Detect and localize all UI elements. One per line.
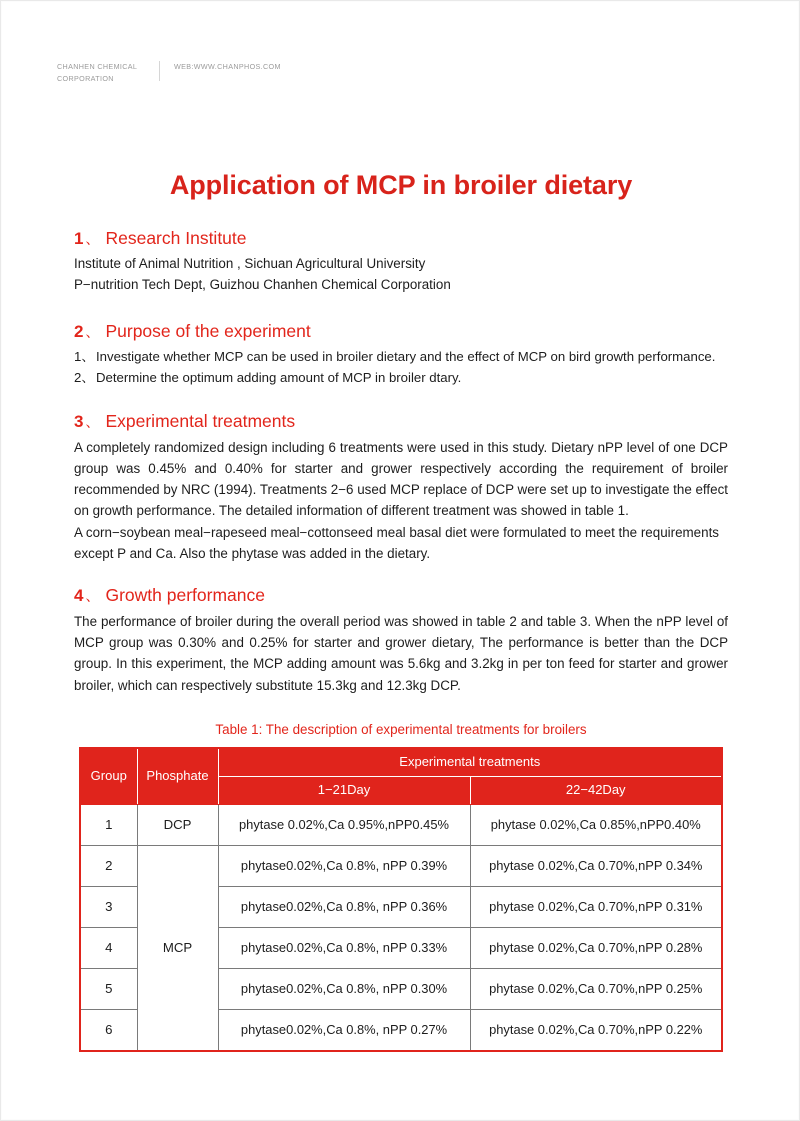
letterhead <box>57 61 281 85</box>
section-purpose <box>74 320 728 388</box>
row-1-group: 1 <box>80 804 137 845</box>
row-1-phosphate: DCP <box>137 804 218 845</box>
section-4-number: 4 <box>74 586 84 606</box>
page-title: Application of MCP in broiler dietary <box>169 170 633 200</box>
table-1 <box>79 747 723 1052</box>
section-3-title: Experimental treatments <box>105 410 296 431</box>
section-1-mark: 、 <box>85 231 100 248</box>
letterhead-company <box>57 61 153 85</box>
section-2-heading <box>74 320 728 344</box>
row-4-period-1: phytase0.02%,Ca 0.8%, nPP 0.33% <box>218 927 470 968</box>
table-header-group: Group <box>80 748 137 805</box>
row-4-period-2: phytase 0.02%,Ca 0.70%,nPP 0.28% <box>470 927 722 968</box>
growth-paragraph-1: The performance of broiler during the overall period was showed in table 2 and table 3. When the nPP level of MCP group was 0.30% and 0.25% for starter and grower dietary, The performance is better than the DCP group. In this experiment, the MCP adding amount was 5.6kg and 3.2kg in per ton feed for starter and grower broiler, which can respectively substitute 15.3kg and 12.3kg DCP. <box>74 613 728 693</box>
row-3-period-2: phytase 0.02%,Ca 0.70%,nPP 0.31% <box>470 886 722 927</box>
letterhead-web: WEB:WWW.CHANPHOS.COM <box>174 62 281 71</box>
purpose-item-2-text: Determine the optimum adding amount of MCP in broiler dtary. <box>96 369 462 385</box>
treatments-paragraph-2: A corn−soybean meal−rapeseed meal−cottonseed meal basal diet were formulated to meet the requirements except P and Ca. Also the phytase was added in the dietary. <box>74 524 719 561</box>
section-4-mark: 、 <box>85 588 100 605</box>
purpose-list <box>74 347 728 388</box>
section-2-mark: 、 <box>85 324 100 341</box>
table-header-phosphate: Phosphate <box>137 748 218 805</box>
letterhead-company-line2: CORPORATION <box>57 73 114 83</box>
row-1-period-2: phytase 0.02%,Ca 0.85%,nPP0.40% <box>470 804 722 845</box>
row-2-period-1: phytase0.02%,Ca 0.8%, nPP 0.39% <box>218 845 470 886</box>
document-content <box>74 169 728 1052</box>
research-institute-line-2: P−nutrition Tech Dept, Guizhou Chanhen Chemical Corporation <box>74 277 451 293</box>
section-3-heading <box>74 410 728 434</box>
section-1-heading <box>74 227 728 251</box>
section-1-title: Research Institute <box>105 228 247 249</box>
section-4-title: Growth performance <box>105 585 265 606</box>
section-2-number: 2 <box>74 322 84 342</box>
row-5-period-2: phytase 0.02%,Ca 0.70%,nPP 0.25% <box>470 968 722 1009</box>
table-1-caption: Table 1: The description of experimental treatments for broilers <box>215 721 587 737</box>
section-4-heading <box>74 584 728 608</box>
table-1-head <box>80 748 722 805</box>
row-2-period-2: phytase 0.02%,Ca 0.70%,nPP 0.34% <box>470 845 722 886</box>
row-6-period-2: phytase 0.02%,Ca 0.70%,nPP 0.22% <box>470 1009 722 1051</box>
purpose-item-1-text: Investigate whether MCP can be used in broiler dietary and the effect of MCP on bird growth performance. <box>96 349 716 365</box>
letterhead-company-line1: CHANHEN CHEMICAL <box>57 62 138 71</box>
row-4-group: 4 <box>80 927 137 968</box>
section-3-number: 3 <box>74 411 84 431</box>
purpose-item-2-marker: 2、 <box>74 369 95 385</box>
purpose-item-1-marker: 1、 <box>74 349 95 365</box>
table-row <box>80 804 722 845</box>
row-2-phosphate-mcp: MCP <box>137 845 218 1051</box>
section-1-number: 1 <box>74 229 84 249</box>
letterhead-divider <box>159 61 160 81</box>
row-6-group: 6 <box>80 1009 137 1051</box>
table-1-body <box>80 804 722 1051</box>
section-2-title: Purpose of the experiment <box>105 321 311 342</box>
section-growth-performance <box>74 584 728 696</box>
treatments-paragraph-1: A completely randomized design including 6 treatments were used in this study. Dietary nPP level of one DCP group was 0.45% and 0.40% for starter and grower respectively according the requirement of broiler recommended by NRC (1994). Treatments 2−6 used MCP replace of DCP were set up to investigate the effect on growth performance. The detailed information of different treatment was showed in table 1. <box>74 439 728 519</box>
table-header-period-2: 22−42Day <box>470 776 722 804</box>
row-3-group: 3 <box>80 886 137 927</box>
table-header-period-1: 1−21Day <box>218 776 470 804</box>
list-item <box>74 347 728 367</box>
table-header-experimental-treatments: Experimental treatments <box>218 748 722 777</box>
row-5-period-1: phytase0.02%,Ca 0.8%, nPP 0.30% <box>218 968 470 1009</box>
table-row <box>80 845 722 886</box>
row-3-period-1: phytase0.02%,Ca 0.8%, nPP 0.36% <box>218 886 470 927</box>
row-2-group: 2 <box>80 845 137 886</box>
list-item <box>74 368 728 388</box>
row-6-period-1: phytase0.02%,Ca 0.8%, nPP 0.27% <box>218 1009 470 1051</box>
research-institute-line-1: Institute of Animal Nutrition , Sichuan Agricultural University <box>74 256 426 272</box>
row-1-period-1: phytase 0.02%,Ca 0.95%,nPP0.45% <box>218 804 470 845</box>
section-3-mark: 、 <box>85 413 100 430</box>
row-5-group: 5 <box>80 968 137 1009</box>
table-header-row-1 <box>80 748 722 777</box>
section-research-institute <box>74 227 728 296</box>
section-experimental-treatments <box>74 410 728 564</box>
